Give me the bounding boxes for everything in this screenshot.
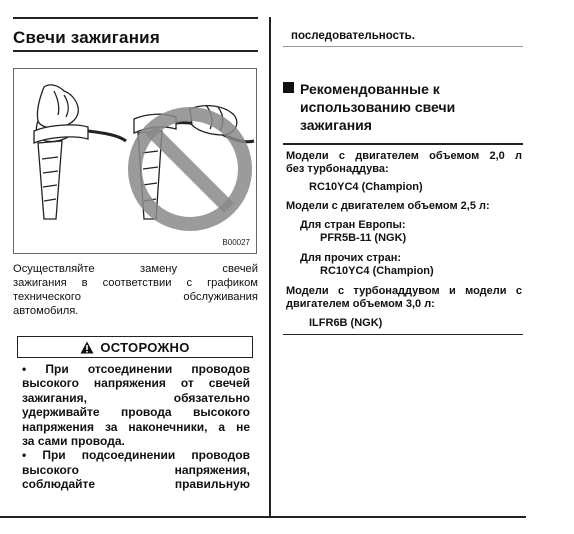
spec-europe-label: Для стран Европы: [300, 219, 406, 231]
warning-line: напряжения за наконечники, а не [22, 419, 250, 434]
heading-line: Рекомендованные к [300, 81, 440, 97]
bottom-rule [0, 516, 526, 518]
spark-plug-boot-icon [34, 125, 88, 219]
right-section-end-rule [283, 334, 523, 335]
warning-triangle-icon [80, 341, 94, 354]
caution-banner [17, 336, 253, 358]
spec-model-2-5: Модели с двигателем объемом 2,5 л: [286, 200, 490, 212]
heading-line: использованию свечи [300, 99, 456, 115]
paragraph-line: зажигания в соответствии с графиком [13, 277, 258, 289]
paragraph-line: Осуществляйте замену свечей [13, 263, 258, 275]
warning-line: • При подсоединении проводов [22, 448, 250, 463]
spec-other-label: Для прочих стран: [300, 252, 402, 264]
spec-model-2-0-value: RC10YC4 (Champion) [309, 181, 423, 193]
right-heading-rule [283, 143, 523, 145]
title-underline [13, 50, 258, 52]
caution-label: ОСТОРОЖНО [100, 339, 190, 355]
replacement-paragraph [13, 262, 258, 318]
spec-turbo-3-0-line1: Модели с турбонаддувом и модели с [286, 285, 522, 297]
recommended-plugs-heading [283, 80, 523, 134]
illustration-frame [13, 68, 257, 254]
warning-line: за сами провода. [22, 434, 125, 449]
spec-turbo-3-0-line2: двигателем объемом 3,0 л: [286, 298, 435, 310]
paragraph-line: автомобиля. [13, 305, 79, 317]
warning-line: соблюдайте правильную [22, 477, 250, 492]
right-top-rule [283, 46, 523, 47]
top-rule-left [13, 17, 258, 19]
continued-text: последовательность. [291, 30, 415, 42]
paragraph-line: технического обслуживания [13, 291, 258, 303]
column-divider [269, 17, 271, 517]
warning-line: • При отсоединении проводов [22, 362, 250, 376]
spec-other-value: RC10YC4 (Champion) [320, 265, 434, 277]
spec-model-2-0-line1: Модели с двигателем объемом 2,0 л [286, 150, 522, 162]
figure-code: B00027 [222, 238, 250, 247]
warning-line: высокого напряжения, [22, 462, 250, 477]
warning-line: удерживайте провода высокого [22, 405, 250, 420]
heading-bullet-icon [283, 82, 294, 93]
spec-turbo-3-0-value: ILFR6B (NGK) [309, 317, 383, 329]
spark-plug-illustration [14, 69, 257, 254]
heading-line: зажигания [300, 117, 372, 133]
spec-europe-value: PFR5B-11 (NGK) [320, 232, 407, 244]
spec-model-2-0-line2: без турбонаддува: [286, 163, 389, 175]
warning-text [22, 362, 250, 492]
warning-line: зажигания, обязательно [22, 390, 250, 405]
section-title: Свечи зажигания [13, 28, 160, 47]
warning-line: высокого напряжения от свечей [22, 376, 250, 391]
